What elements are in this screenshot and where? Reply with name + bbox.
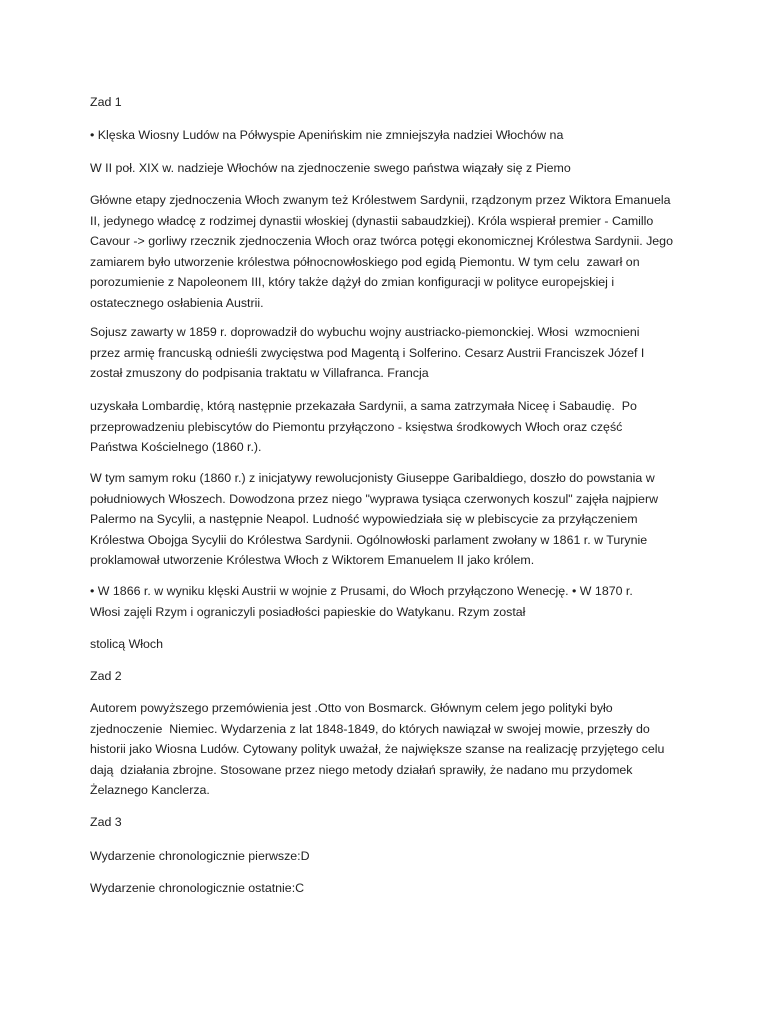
text-line: przeprowadzeniu plebiscytów do Piemontu przyłączono - księstwa środkowych Włoch oraz część	[90, 419, 623, 434]
text-line: Palermo na Sycylii, a następnie Neapol. Ludność wypowiedziała się w plebiscycie za przyłączeniem	[90, 512, 638, 526]
text-line: Zad 2	[90, 669, 122, 683]
paragraph	[90, 698, 690, 801]
paragraph	[90, 190, 690, 313]
paragraph	[90, 158, 690, 179]
text-line: zjednoczenie Niemiec. Wydarzenia z lat 1848-1849, do których nawiązał w swojej mowie, przeszły do	[90, 721, 650, 736]
text-line: Królestwa Obojga Sycylii do Królestwa Sardynii. Ogólnowłoski parlament zwołany w 1861 r. w Turynie	[90, 532, 648, 547]
text-line: Włosi zajęli Rzym i ograniczyli posiadłości papieskie do Watykanu. Rzym został	[90, 604, 526, 619]
text-line: został zmuszony do podpisania traktatu w Villafranca. Francja	[90, 366, 429, 380]
text-line: południowych Włoszech. Dowodzona przez niego "wyprawa tysiąca czerwonych koszul" zajęła najpierw	[90, 491, 659, 506]
text-line: Wydarzenie chronologicznie ostatnie:C	[90, 881, 305, 895]
text-line: historii jako Wiosna Ludów. Cytowany polityk uważał, że największe szanse na realizację przyjętego celu	[90, 742, 665, 756]
heading-zad-3	[90, 812, 690, 833]
text-line: Cavour -> gorliwy rzecznik zjednoczenia Włoch oraz twórca potęgi ekonomicznej Królestwa Sardynii. Jego	[90, 234, 673, 248]
text-line: W tym samym roku (1860 r.) z inicjatywy rewolucjonisty Giuseppe Garibaldiego, doszło do powstania w	[90, 471, 655, 485]
text-line: ostatecznego osłabienia Austrii.	[90, 295, 264, 310]
text-line: przez armię francuską odnieśli zwycięstwa pod Magentą i Solferino. Cesarz Austrii Franciszek Józef I	[90, 345, 645, 360]
text-line: Zad 1	[90, 95, 122, 109]
text-line: Autorem powyższego przemówienia jest .Otto von Bosmarck. Głównym celem jego polityki było	[90, 701, 613, 715]
paragraph	[90, 468, 690, 571]
text-line: dają działania zbrojne. Stosowane przez niego metody działań sprawiły, że nadano mu przydomek	[90, 762, 633, 777]
paragraph	[90, 322, 690, 384]
text-line: • W 1866 r. w wyniku klęski Austrii w wojnie z Prusami, do Włoch przyłączono Wenecję. • W 1870 r.	[90, 584, 633, 598]
heading-zad-2	[90, 666, 690, 687]
text-line: • Klęska Wiosny Ludów na Półwyspie Apenińskim nie zmniejszyła nadziei Włochów na	[90, 128, 564, 142]
paragraph	[90, 581, 690, 622]
text-line: Wydarzenie chronologicznie pierwsze:D	[90, 849, 310, 863]
text-line: uzyskała Lombardię, którą następnie przekazała Sardynii, a sama zatrzymała Niceę i Sabaudię. Po	[90, 399, 637, 413]
text-line: Zad 3	[90, 815, 122, 829]
text-line: II, jedynego władcę z rodzimej dynastii włoskiej (dynastii sabaudzkiej). Króla wspierał premier - Camillo	[90, 213, 654, 228]
text-line: Żelaznego Kanclerza.	[90, 783, 210, 797]
text-line: porozumienie z Napoleonem III, który także dążył do zmian konfiguracji w polityce europejskiej i	[90, 275, 615, 289]
paragraph	[90, 396, 690, 458]
text-line: proklamował utworzenie Królestwa Włoch z Wiktorem Emanuelem II jako królem.	[90, 553, 535, 567]
text-line: Główne etapy zjednoczenia Włoch zwanym też Królestwem Sardynii, rządzonym przez Wiktora Emanuela	[90, 193, 671, 207]
text-line: stolicą Włoch	[90, 637, 163, 651]
heading-zad-1	[90, 92, 690, 113]
text-line: Państwa Kościelnego (1860 r.).	[90, 440, 262, 454]
paragraph	[90, 125, 690, 146]
paragraph	[90, 846, 690, 867]
text-line: zamiarem było utworzenie królestwa północnowłoskiego pod egidą Piemontu. W tym celu zawarł on	[90, 254, 640, 269]
text-line: W II poł. XIX w. nadzieje Włochów na zjednoczenie swego państwa wiązały się z Piemo	[90, 161, 571, 175]
text-line: Sojusz zawarty w 1859 r. doprowadził do wybuchu wojny austriacko-piemonckiej. Włosi wzmocnieni	[90, 325, 640, 339]
paragraph	[90, 634, 690, 655]
paragraph	[90, 878, 690, 899]
